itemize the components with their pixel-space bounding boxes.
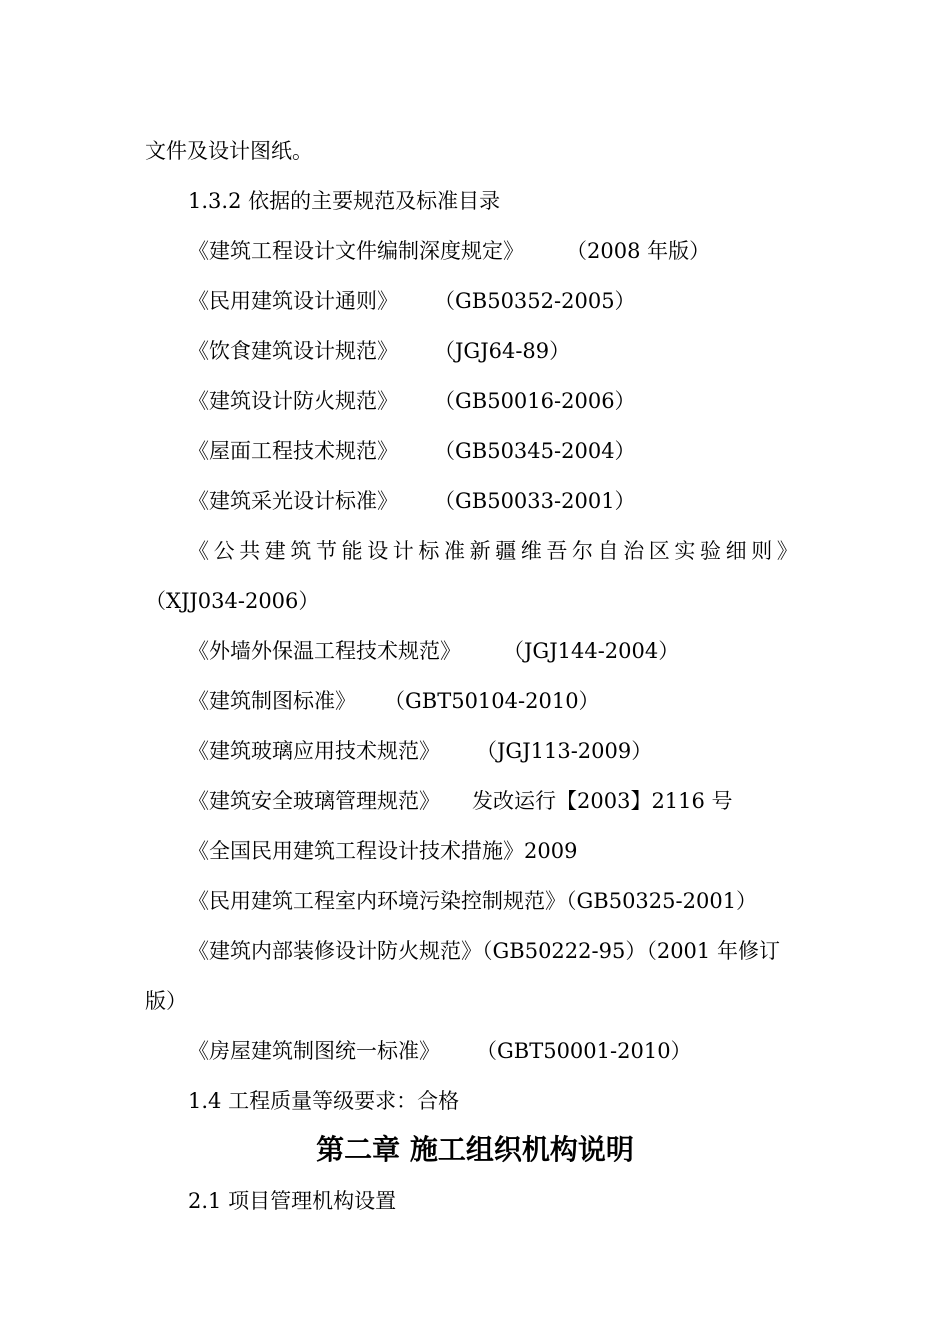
- standard-title: 《外墙外保温工程技术规范》: [188, 639, 461, 663]
- standard-item: [188, 686, 810, 716]
- standard-title: 《公共建筑节能设计标准新疆维吾尔自治区实验细则》: [188, 539, 803, 563]
- standard-title: 《屋面工程技术规范》: [188, 439, 398, 463]
- standard-item: [188, 836, 810, 866]
- standard-title: 《房屋建筑制图统一标准》: [188, 1039, 440, 1063]
- standard-title: 《建筑采光设计标准》: [188, 489, 398, 513]
- line-text: 版）: [145, 989, 187, 1013]
- standard-code: 发改运行【2003】2116 号: [472, 789, 733, 813]
- standard-code: （GBT50001-2010）: [476, 1039, 692, 1063]
- standard-code: （2008 年版）: [566, 239, 711, 263]
- section-heading-1-4: [188, 1086, 810, 1116]
- standard-item-wrapped: [188, 936, 810, 966]
- standard-code: （XJJ034-2006）: [145, 589, 320, 613]
- standard-title: 《建筑安全玻璃管理规范》: [188, 789, 440, 813]
- line-text: 2.1 项目管理机构设置: [188, 1189, 397, 1213]
- line-text: 1.4 工程质量等级要求：合格: [188, 1089, 460, 1113]
- standard-code: （JGJ144-2004）: [503, 639, 680, 663]
- standard-title: 《民用建筑工程室内环境污染控制规范》（GB50325-2001）: [188, 889, 758, 913]
- standard-item: [188, 386, 810, 416]
- standard-item: [188, 486, 810, 516]
- standard-title: 《全国民用建筑工程设计技术措施》2009: [188, 839, 578, 863]
- standard-title: 《建筑工程设计文件编制深度规定》: [188, 239, 524, 263]
- standard-title: 《建筑玻璃应用技术规范》: [188, 739, 440, 763]
- standard-item: [188, 1036, 810, 1066]
- line-text: 1.3.2 依据的主要规范及标准目录: [188, 189, 501, 213]
- standard-code: （GB50016-2006）: [434, 389, 636, 413]
- standard-item: [188, 886, 810, 916]
- standard-code: （GB50352-2005）: [434, 289, 636, 313]
- standard-item: [188, 636, 810, 666]
- text-line-continued: [145, 986, 810, 1016]
- standard-title: 《饮食建筑设计规范》: [188, 339, 398, 363]
- standard-item: [188, 286, 810, 316]
- standard-code: （GBT50104-2010）: [384, 689, 600, 713]
- standard-item: [188, 336, 810, 366]
- standard-item: [188, 236, 810, 266]
- section-heading-1-3-2: [188, 186, 810, 216]
- line-text: 文件及设计图纸。: [145, 139, 313, 163]
- standard-title: 《建筑制图标准》: [188, 689, 356, 713]
- standard-item: [188, 736, 810, 766]
- standard-code: （JGJ113-2009）: [476, 739, 653, 763]
- standard-title: 《建筑内部装修设计防火规范》（GB50222-95）（2001 年修订: [188, 939, 780, 963]
- standard-code: （JGJ64-89）: [434, 339, 571, 363]
- section-heading-2-1: [188, 1186, 810, 1216]
- standard-item-wrapped: [188, 536, 810, 566]
- standard-code-continued: [145, 586, 810, 616]
- standard-title: 《建筑设计防火规范》: [188, 389, 398, 413]
- standard-title: 《民用建筑设计通则》: [188, 289, 398, 313]
- standard-item: [188, 436, 810, 466]
- standard-code: （GB50033-2001）: [434, 489, 636, 513]
- standard-item: [188, 786, 810, 816]
- text-line: [145, 136, 810, 166]
- chapter-title: 第二章 施工组织机构说明: [316, 1133, 634, 1166]
- standard-code: （GB50345-2004）: [434, 439, 636, 463]
